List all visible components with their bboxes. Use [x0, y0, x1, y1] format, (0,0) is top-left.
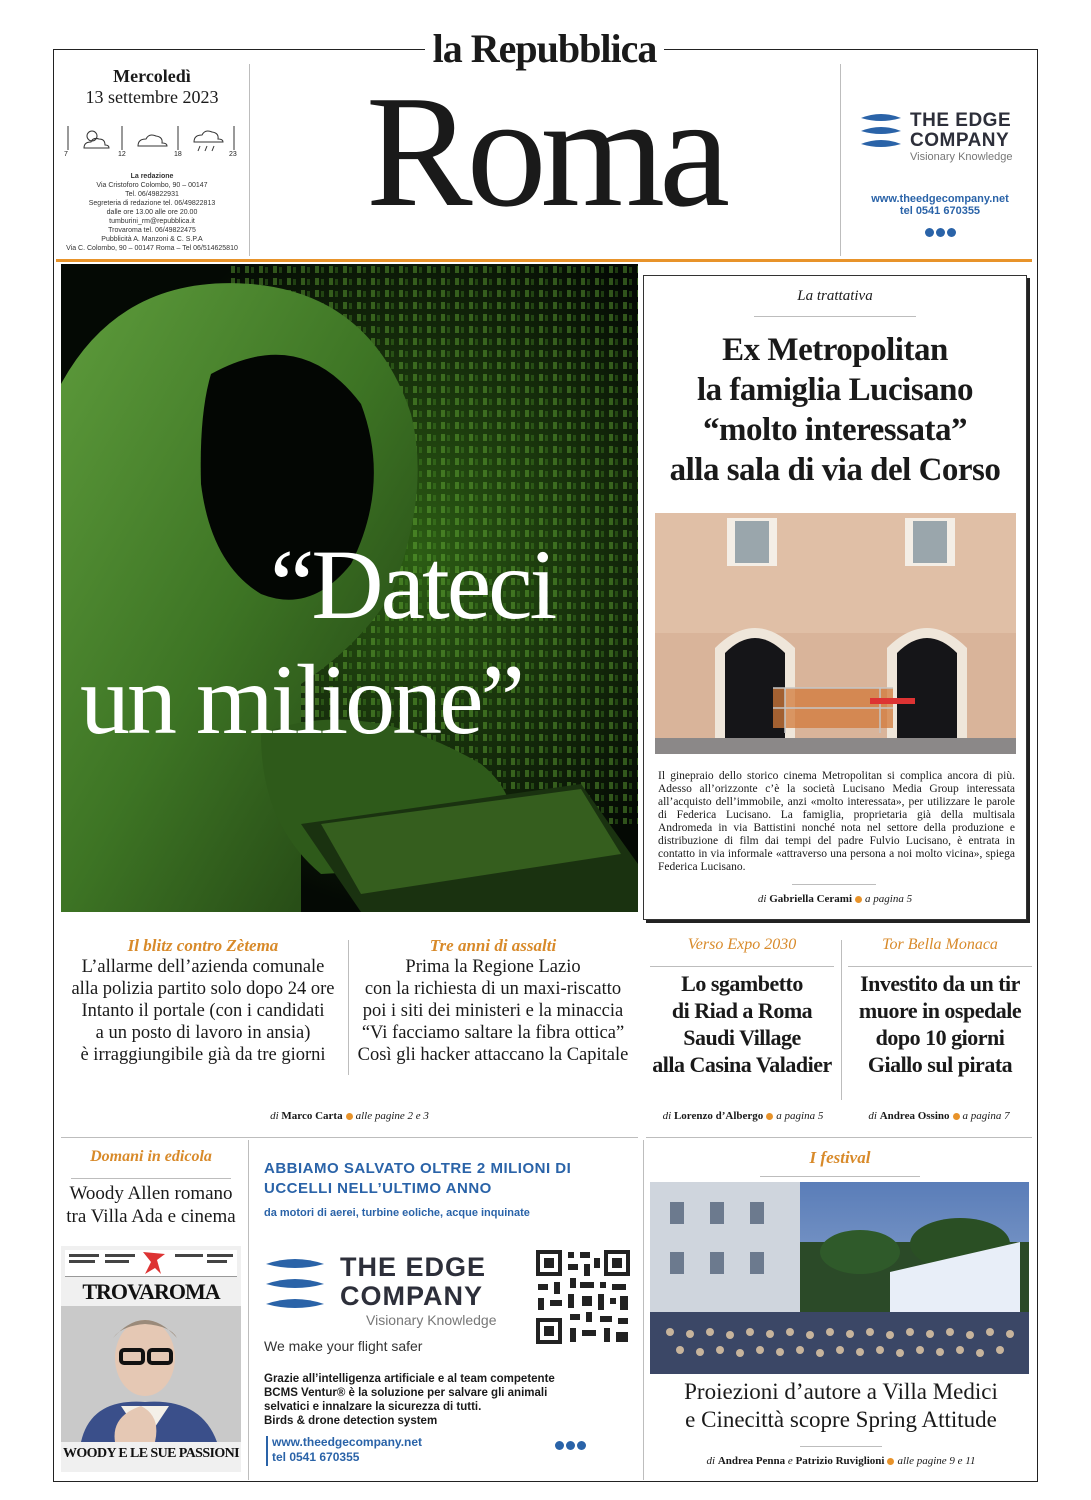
bullet-dot-icon: [766, 1113, 773, 1120]
edge-url[interactable]: www.theedgecompany.net: [871, 193, 1009, 205]
headline-line: di Riad a Roma: [671, 998, 813, 1023]
edge-slogan: We make your flight safer: [264, 1338, 423, 1354]
byline-pages: a pagina 7: [962, 1110, 1010, 1122]
festival-divider: [643, 1140, 644, 1480]
lead-col1-line: a un posto di lavoro in ansia): [95, 1023, 311, 1043]
edge-ad-bottom[interactable]: [254, 1148, 638, 1478]
linkedin-icon[interactable]: [936, 228, 945, 237]
metropolitan-kicker: La trattativa: [797, 288, 873, 304]
festival-byline[interactable]: [646, 1455, 1036, 1467]
masthead-accent-rule: [56, 259, 1032, 262]
byline-rule: [800, 1446, 882, 1447]
facebook-icon[interactable]: [555, 1441, 564, 1450]
byline-author: Andrea Ossino: [879, 1110, 950, 1122]
villa-medici-photo[interactable]: [650, 1182, 1029, 1374]
headline-line: e Cinecittà scopre Spring Attitude: [685, 1407, 997, 1432]
edge-logo-icon: [264, 1256, 326, 1314]
redazione-line: Via Cristoforo Colombo, 90 – 00147: [96, 182, 208, 189]
lead-col-divider: [348, 940, 349, 1075]
weather-strip: [62, 124, 242, 162]
torbella-kicker: Tor Bella Monaca: [882, 936, 998, 953]
lead-quote-line2: un milione”: [80, 644, 522, 755]
frame-left: [53, 49, 54, 1481]
byline-prefix: di: [662, 1110, 672, 1122]
byline-pages: alle pagine 9 e 11: [897, 1455, 976, 1467]
youtube-icon[interactable]: [577, 1441, 586, 1450]
frame-right: [1037, 49, 1038, 1481]
cover-header-strip: [65, 1250, 237, 1277]
headline-line: Giallo sul pirata: [867, 1052, 1013, 1077]
redazione-line: Trovaroma tel. 06/49822475: [108, 227, 196, 234]
redazione-line: Pubblicità A. Manzoni & C. S.P.A: [101, 236, 203, 243]
lead-col1-line: alla polizia partito solo dopo 24 ore: [71, 979, 335, 999]
kicker-rule: [650, 966, 834, 967]
kicker-rule: [848, 966, 1032, 967]
byline-pages: a pagina 5: [865, 893, 913, 905]
temp-1: 7: [64, 151, 68, 158]
festival-kicker: I festival: [809, 1148, 871, 1167]
edge-logo-icon: [859, 112, 903, 152]
headline-line: “molto interessata”: [703, 412, 967, 448]
redazione-line: tumburini_rm@repubblica.it: [109, 218, 195, 225]
kicker-rule: [71, 1178, 231, 1179]
byline-rule: [792, 884, 876, 885]
headline-line: Proiezioni d’autore a Villa Medici: [684, 1379, 998, 1404]
headline-line: alla Casina Valadier: [652, 1052, 832, 1077]
date-day: Mercoledì: [113, 66, 191, 86]
torbella-byline[interactable]: [842, 1110, 1036, 1122]
edge-ad-top[interactable]: [845, 100, 1035, 250]
edge-ad-sub: da motori di aerei, turbine eoliche, acque inquinate: [264, 1207, 530, 1219]
lead-col1-kicker: Il blitz contro Zètema: [127, 936, 279, 955]
domani-headline-line: Woody Allen romano: [69, 1183, 233, 1204]
cloud-icon: [138, 135, 167, 146]
section-rule-left: [61, 1137, 638, 1138]
lead-col2-line: Prima la Regione Lazio: [405, 957, 581, 977]
metropolitan-photo[interactable]: [655, 513, 1016, 754]
temp-4: 23: [229, 151, 237, 158]
redazione-line: dalle ore 13.00 alle ore 20.00: [106, 209, 198, 216]
kicker-rule: [754, 316, 916, 317]
youtube-icon[interactable]: [947, 228, 956, 237]
social-icons[interactable]: [554, 1437, 587, 1455]
byline-prefix: di: [706, 1455, 716, 1467]
woody-allen-photo: [61, 1306, 241, 1442]
edge-tagline: Visionary Knowledge: [366, 1312, 497, 1328]
trovaroma-logo: TROVAROMA: [82, 1279, 220, 1304]
metropolitan-byline[interactable]: [644, 893, 1026, 905]
expo-byline[interactable]: [646, 1110, 840, 1122]
lead-col1-line: L’allarme dell’azienda comunale: [81, 957, 325, 977]
byline-conjunction: e: [787, 1455, 793, 1467]
edge-name-1: THE EDGE: [340, 1252, 487, 1282]
byline-prefix: di: [868, 1110, 877, 1122]
redazione-title: La redazione: [130, 173, 174, 180]
temp-3: 18: [174, 151, 182, 158]
edge-url-bar: [266, 1436, 268, 1466]
qr-code-icon[interactable]: [534, 1248, 632, 1346]
kicker-rule: [760, 1176, 920, 1177]
domani-divider: [248, 1140, 249, 1480]
frame-bottom: [53, 1481, 1038, 1482]
edge-url[interactable]: www.theedgecompany.net: [272, 1435, 423, 1449]
byline-author: Andrea Penna: [717, 1455, 786, 1467]
section-rule-right: [646, 1137, 1032, 1138]
redazione-line: Tel. 06/49822931: [125, 191, 179, 198]
redazione-block: [56, 172, 248, 253]
byline-author: Lorenzo d’Albergo: [673, 1110, 764, 1122]
bullet-dot-icon: [346, 1113, 353, 1120]
lead-col1-line: è irraggiungibile già da tre giorni: [80, 1045, 326, 1065]
metropolitan-body: Il ginepraio dello storico cinema Metropolitan si complica ancora di più. Adesso all’orizzonte c’è la società Lucisano Media Group interessata all’acquisto dell’immobile, anzi «molto interessata», per utilizzare le parole di Federica Lucisano. La famiglia, proprietaria già della multisala Andromeda in via Battistini nonché nota nel settore della produzione e distribuzione di film dai tempi del padre Fulvio Lucisano, è entrata in contatto in via informale «attraverso una persona a noi molto vicina», spiega Federica Lucisano.: [658, 770, 1015, 873]
edge-body-line: Birds & drone detection system: [264, 1415, 438, 1427]
domani-kicker: Domani in edicola: [90, 1148, 212, 1165]
lead-col2-line: “Vi facciamo saltare la fibra ottica”: [361, 1023, 625, 1043]
edition-title: Roma: [365, 62, 725, 240]
lead-col-1[interactable]: [61, 936, 345, 1066]
lead-col1-line: Intanto il portale (con i candidati: [81, 1001, 325, 1021]
edge-name-2: COMPANY: [910, 130, 1010, 151]
byline-pages: alle pagine 2 e 3: [355, 1110, 429, 1122]
masthead-rule-left: [53, 49, 425, 50]
facebook-icon[interactable]: [925, 228, 934, 237]
domani-box[interactable]: [61, 1148, 241, 1228]
lead-col2-line: con la richiesta di un maxi-riscatto: [364, 979, 622, 999]
headline-line: muore in ospedale: [858, 998, 1022, 1023]
lead-byline[interactable]: [61, 1110, 638, 1122]
headline-line: la famiglia Lucisano: [696, 372, 974, 408]
edge-name-2: COMPANY: [340, 1281, 484, 1311]
date-full: 13 settembre 2023: [85, 87, 219, 107]
headline-line: Investito da un tir: [860, 971, 1020, 996]
byline-prefix: di: [757, 893, 767, 905]
masthead-rule-right: [664, 49, 1037, 50]
headline-line: Ex Metropolitan: [722, 332, 948, 368]
edge-tagline: Visionary Knowledge: [910, 151, 1013, 163]
social-icons[interactable]: [845, 224, 1035, 242]
expo-kicker: Verso Expo 2030: [687, 936, 797, 953]
headline-line: alla sala di via del Corso: [669, 452, 1001, 488]
festival-headline[interactable]: [648, 1378, 1034, 1434]
byline-author: Patrizio Ruviglioni: [795, 1455, 885, 1467]
lead-col2-kicker: Tre anni di assalti: [429, 936, 557, 955]
edge-phone: tel 0541 670355: [899, 205, 981, 217]
bullet-dot-icon: [887, 1458, 894, 1465]
bullet-dot-icon: [855, 896, 862, 903]
domani-headline-line: tra Villa Ada e cinema: [66, 1206, 236, 1227]
metropolitan-headline[interactable]: [644, 330, 1026, 490]
edge-ad-headline-1: ABBIAMO SALVATO OLTRE 2 MILIONI DI: [264, 1160, 572, 1177]
linkedin-icon[interactable]: [566, 1441, 575, 1450]
byline-pages: a pagina 5: [776, 1110, 824, 1122]
edge-body-line: BCMS Ventur® è la soluzione per salvare gli animali: [264, 1387, 548, 1399]
edge-ad-headline-2: UCCELLI NELL’ULTIMO ANNO: [264, 1180, 492, 1197]
cover-caption: WOODY E LE SUE PASSIONI: [62, 1446, 240, 1461]
lead-col-2[interactable]: [351, 936, 635, 1066]
edge-body-line: Grazie all’intelligenza artificiale e al team competente: [264, 1373, 555, 1385]
edge-name-1: THE EDGE: [910, 110, 1012, 131]
edge-phone: tel 0541 670355: [272, 1450, 360, 1464]
torbella-article[interactable]: [846, 936, 1034, 1078]
byline-prefix: di: [270, 1110, 279, 1122]
expo-divider: [841, 940, 842, 1100]
redazione-line: Via C. Colombo, 90 – 00147 Roma – Tel 06/514625810: [66, 245, 238, 252]
lead-quote-line1: “Dateci: [270, 529, 555, 640]
expo-article[interactable]: [648, 936, 836, 1078]
partly-cloudy-icon: [84, 131, 109, 148]
lead-col2-line: poi i siti dei ministeri e la minaccia: [362, 1001, 624, 1021]
trovaroma-cover[interactable]: [61, 1246, 241, 1472]
masthead-divider-right: [840, 64, 841, 256]
lead-col2-line: Così gli hacker attaccano la Capitale: [357, 1045, 629, 1065]
headline-line: dopo 10 giorni: [875, 1025, 1005, 1050]
headline-line: Saudi Village: [683, 1025, 801, 1050]
edge-ad-body: [264, 1372, 634, 1428]
edge-body-line: selvatici e innalzare la sicurezza di tutti.: [264, 1401, 482, 1413]
bullet-dot-icon: [953, 1113, 960, 1120]
rain-cloud-icon: [194, 131, 223, 151]
byline-author: Marco Carta: [281, 1110, 343, 1122]
metropolitan-box[interactable]: [643, 275, 1027, 920]
temp-2: 12: [118, 151, 126, 158]
headline-line: Lo sgambetto: [681, 971, 803, 996]
redazione-line: Segreteria di redazione tel. 06/49822813: [88, 200, 216, 207]
byline-author: Gabriella Cerami: [769, 893, 853, 905]
masthead-divider-left: [249, 64, 250, 256]
brand-logo[interactable]: la Repubblica: [432, 26, 657, 71]
